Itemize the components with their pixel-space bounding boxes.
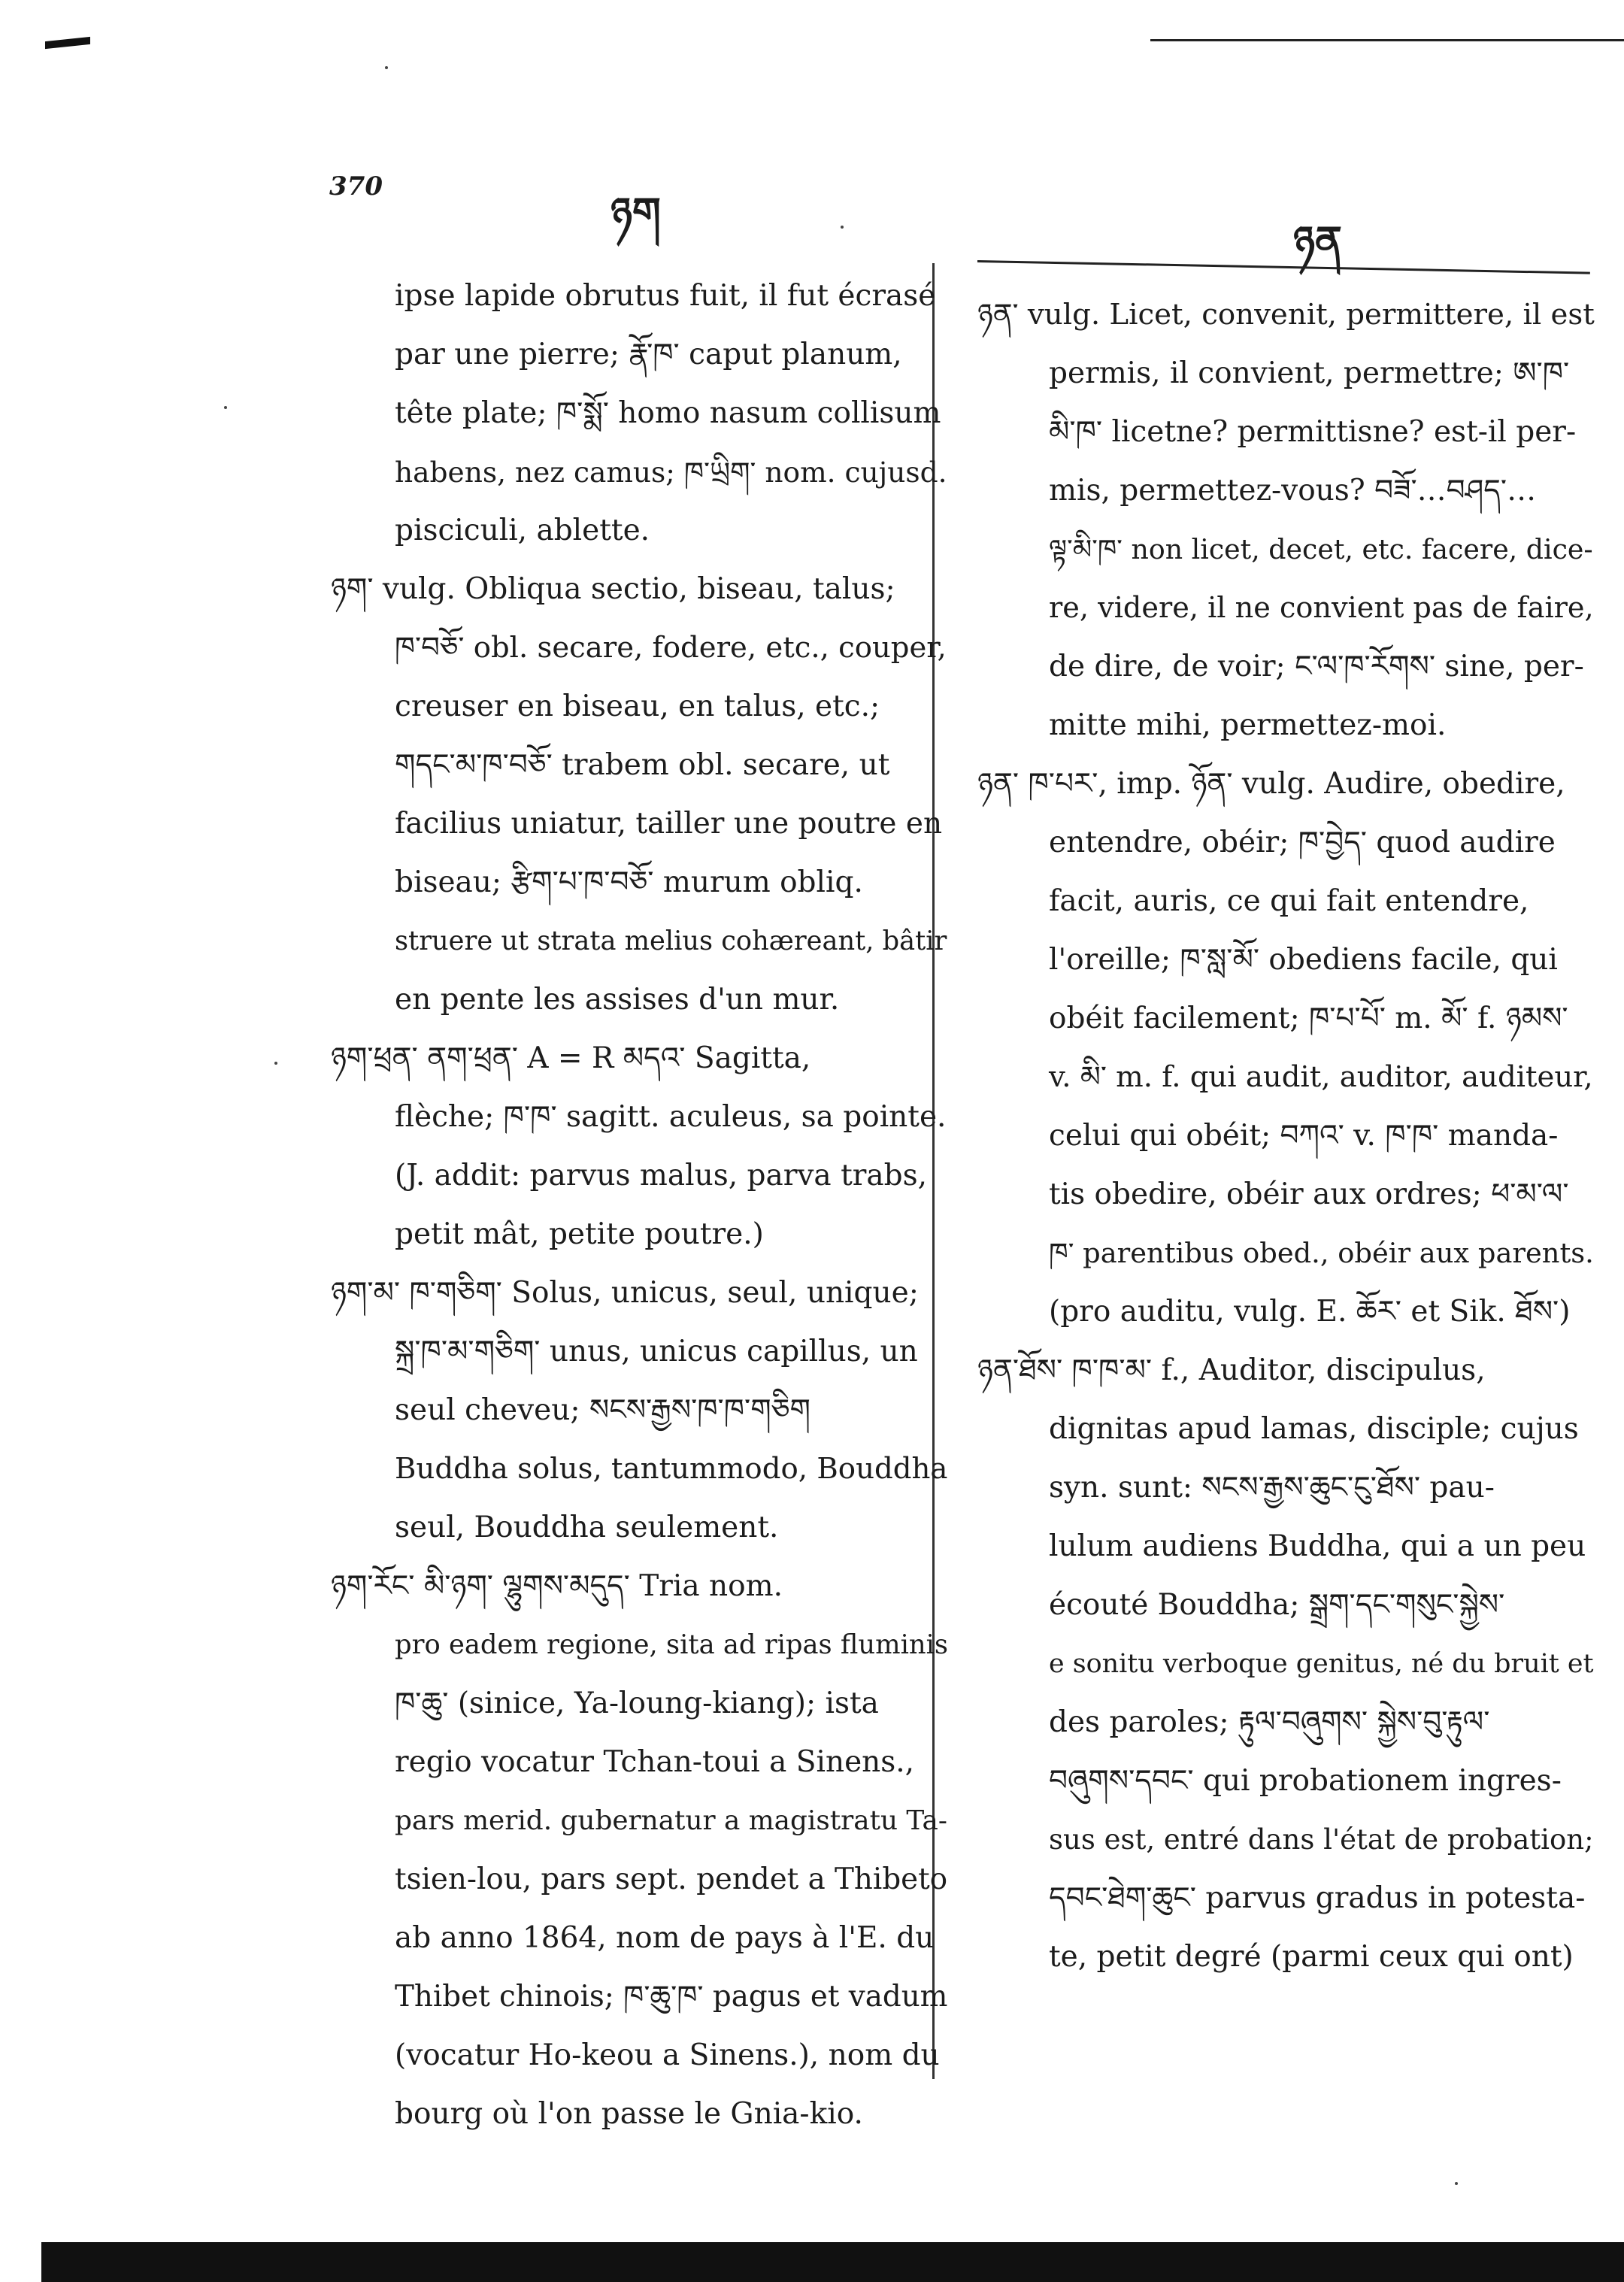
entry-text-line: habens, nez camus; ཁ་ཡྲིག་ nom. cujusd. (395, 456, 947, 489)
entry-headline: ཉག་ vulg. Obliqua sectio, biseau, talus; (331, 572, 895, 606)
entry-text-line: re, videre, il ne convient pas de faire, (1049, 592, 1594, 625)
entry-text-line: petit mât, petite poutre.) (395, 1217, 764, 1251)
entry-text-line: flèche; ཁ་ཁ་ sagitt. aculeus, sa pointe. (395, 1100, 947, 1134)
left-column (331, 267, 947, 2144)
scan-speck (1455, 2182, 1458, 2185)
header-rule (977, 260, 1590, 274)
entry-text-line: Buddha solus, tantummodo, Bouddha (395, 1452, 948, 1486)
entry-text-line: pisciculi, ablette. (395, 514, 650, 547)
entry-text-line: seul cheveu; སངས་རྒྱས་ཁ་ཁ་གཅིག (395, 1393, 810, 1427)
entry-text-line: syn. sunt: སངས་རྒྱས་ཆུང་ངུ་ཐོས་ pau- (1049, 1471, 1495, 1505)
entry-text-line: mis, permettez-vous? བཟོ་…བཤད་… (1049, 474, 1537, 508)
entry-text-line: entendre, obéir; ཁ་བྱེད་ quod audire (1049, 826, 1556, 859)
entry-text-line: regio vocatur Tchan-toui a Sinens., (395, 1745, 915, 1779)
page-number: 370 (329, 171, 383, 202)
scan-bottom-bar (41, 2242, 1624, 2282)
entry-text-line: lulum audiens Buddha, qui a un peu (1049, 1529, 1586, 1563)
entry-headline: ཉན་ ཁ་པར་, imp. ཉོན་ vulg. Audire, obedire, (977, 767, 1565, 801)
entry-text-line: tête plate; ཁ་སྨོ་ homo nasum collisum (395, 396, 941, 430)
entry-text-line: facit, auris, ce qui fait entendre, (1049, 884, 1529, 918)
scan-speck (274, 1062, 277, 1065)
entry-text-line: en pente les assises d'un mur. (395, 983, 840, 1017)
entry-text-line: de dire, de voir; ང་ལ་ཁ་རོགས་ sine, per- (1049, 650, 1584, 683)
entry-text-line: བཞུགས་དབང་ qui probationem ingres- (1049, 1764, 1562, 1798)
entry-text-line: seul, Bouddha seulement. (395, 1511, 779, 1544)
entry-headline: ཉན་ཐོས་ ཁ་ཁ་མ་ f., Auditor, discipulus, (977, 1353, 1486, 1387)
entry-text-line: མི་ཁ་ licetne? permittisne? est-il per- (1049, 415, 1577, 449)
running-headword-left: ཉག (611, 188, 661, 236)
scan-speck (385, 66, 388, 69)
entry-text-line: (vocatur Ho-keou a Sinens.), nom du (395, 2038, 940, 2072)
scan-speck (841, 226, 844, 229)
scan-rule (1150, 39, 1624, 41)
entry-text-line: pars merid. gubernatur a magistratu Ta- (395, 1805, 947, 1836)
entry-text-line: ཁ་ཆུ་ (sinice, Ya-loung-kiang); ista (395, 1686, 879, 1720)
entry-text-line: tis obedire, obéir aux ordres; ཕ་མ་ལ་ (1049, 1177, 1569, 1211)
entry-text-line: creuser en biseau, en talus, etc.; (395, 689, 880, 723)
entry-text-line: ab anno 1864, nom de pays à l'E. du (395, 1921, 935, 1955)
entry-text-line: obéit facilement; ཁ་པ་པོ་ m. མོ་ f. ཉམས་ (1049, 1002, 1568, 1035)
entry-text-line: te, petit degré (parmi ceux qui ont) (1049, 1940, 1574, 1974)
entry-text-line: struere ut strata melius cohæreant, bâtir (395, 926, 947, 956)
entry-text-line: སྐྲ་ཁ་མ་གཅིག་ unus, unicus capillus, un (395, 1335, 918, 1368)
entry-headline: ཉག་རོང་ མི་ཉག་ ལྷུགས་མདུད་ Tria nom. (331, 1569, 783, 1603)
entry-text-line: facilius uniatur, tailler une poutre en (395, 807, 943, 841)
right-column (977, 286, 1594, 1987)
entry-text-line: sus est, entré dans l'état de probation; (1049, 1823, 1594, 1856)
entry-text-line: ཁ་བཅོ་ obl. secare, fodere, etc., couper, (395, 631, 947, 665)
entry-text-line: biseau; རྩིག་པ་ཁ་བཅོ་ murum obliq. (395, 865, 863, 899)
entry-text-line: ལྟ་མི་ཁ་ non licet, decet, etc. facere, dice- (1049, 533, 1593, 565)
entry-text-line: tsien-lou, pars sept. pendet a Thibeto (395, 1862, 948, 1896)
entry-text-line: écouté Bouddha; སྒྲག་དང་གསུང་སྐྱེས་ (1049, 1588, 1505, 1622)
entry-text-line: l'oreille; ཁ་སླ་མོ་ obediens facile, qui (1049, 943, 1558, 977)
entry-text-line: bourg où l'on passe le Gnia-kio. (395, 2097, 863, 2131)
entry-headline: ཉན་ vulg. Licet, convenit, permittere, il est (977, 298, 1595, 332)
entry-text-line: ipse lapide obrutus fuit, il fut écrasé (395, 279, 936, 313)
entry-text-line: ཁ་ parentibus obed., obéir aux parents. (1049, 1237, 1594, 1269)
entry-text-line: Thibet chinois; ཁ་ཆུ་ཁ་ pagus et vadum (395, 1980, 948, 2014)
entry-text-line: གདང་མ་ཁ་བཅོ་ trabem obl. secare, ut (395, 748, 890, 782)
entry-text-line: e sonitu verboque genitus, né du bruit et (1049, 1649, 1594, 1679)
entry-headline: ཉག་ཕྲན་ ནག་ཕྲན་ A = R མདའ་ Sagitta, (331, 1041, 811, 1075)
entry-text-line: des paroles; རྟུལ་བཞུགས་ སྐྱེས་བུ་རྟུལ་ (1049, 1705, 1490, 1739)
running-headword-right: ཉན (1293, 217, 1342, 265)
entry-text-line: (J. addit: parvus malus, parva trabs, (395, 1159, 928, 1193)
entry-text-line: pro eadem regione, sita ad ripas fluminis (395, 1629, 949, 1660)
scan-speck (224, 406, 227, 409)
entry-text-line: (pro auditu, vulg. E. ཆོར་ et Sik. ཐོས་) (1049, 1295, 1571, 1329)
entry-text-line: par une pierre; རྣོ་ཁ་ caput planum, (395, 338, 902, 371)
entry-text-line: celui qui obéit; བཀའ་ v. ཁ་ཁ་ manda- (1049, 1119, 1559, 1153)
scan-mark (45, 37, 90, 49)
entry-text-line: dignitas apud lamas, disciple; cujus (1049, 1412, 1579, 1446)
entry-text-line: v. མི་ m. f. qui audit, auditor, auditeur, (1049, 1060, 1593, 1094)
entry-text-line: permis, il convient, permettre; ཨ་ཁ་ (1049, 356, 1570, 390)
entry-text-line: དབང་ཐེག་ཆུང་ parvus gradus in potesta- (1049, 1881, 1586, 1915)
entry-headline: ཉག་མ་ ཁ་གཅིག་ Solus, unicus, seul, unique; (331, 1276, 919, 1310)
entry-text-line: mitte mihi, permettez-moi. (1049, 708, 1447, 742)
